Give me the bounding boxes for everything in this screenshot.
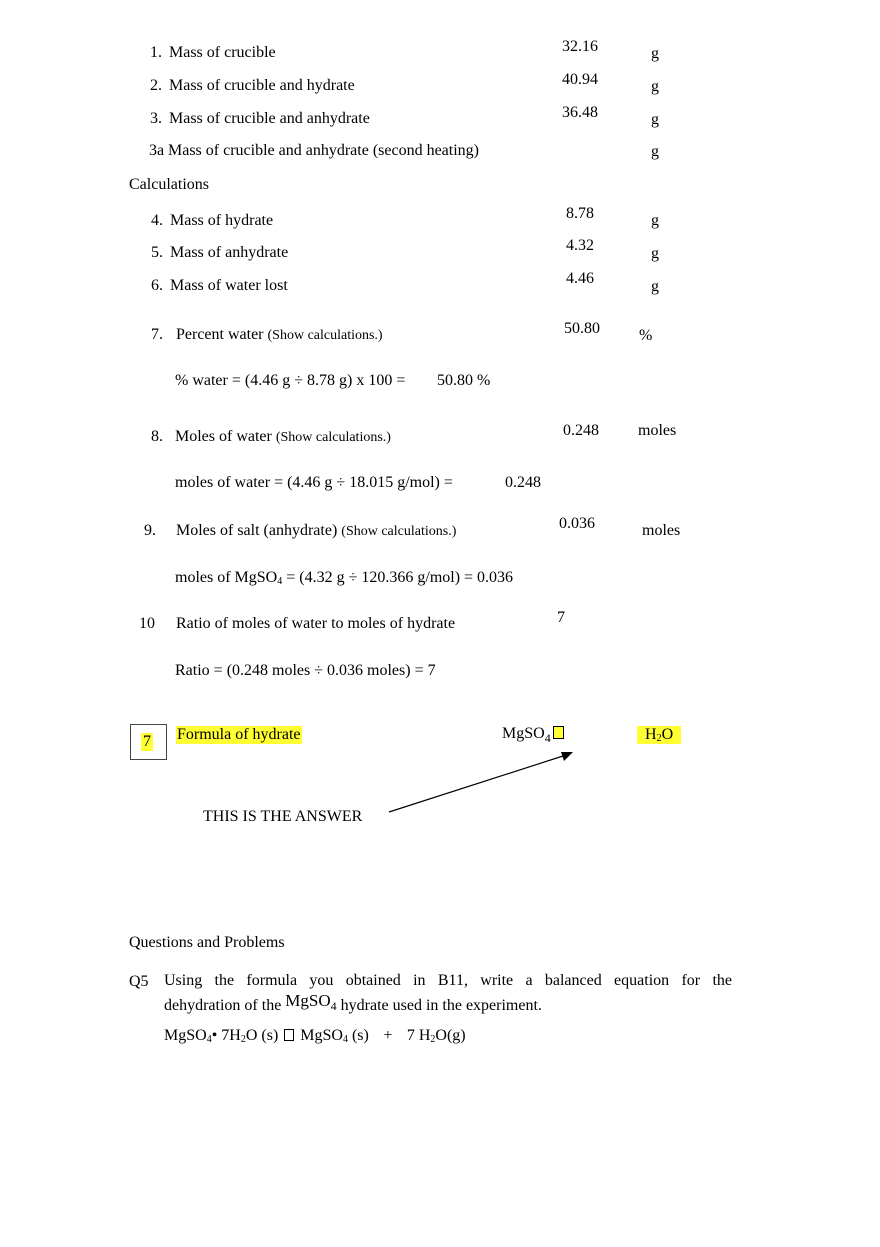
- row-unit: moles: [642, 522, 681, 539]
- row-label: Mass of crucible and anhydrate: [169, 110, 370, 127]
- ratio-label: Ratio of moles of water to moles of hydrate: [176, 615, 456, 632]
- row-unit: g: [651, 278, 659, 295]
- question-line-1: Using the formula you obtained in B11, write a balanced equation for the: [164, 972, 732, 989]
- row-value: 36.48: [562, 104, 598, 121]
- ratio-work: Ratio = (0.248 moles ÷ 0.036 moles) = 7: [175, 662, 436, 679]
- row-value: 50.80: [564, 320, 600, 337]
- row-number: 6.: [151, 277, 163, 294]
- answer-box-value: 7: [143, 733, 151, 750]
- formula-water: $H_2O$: [637, 726, 681, 744]
- row-unit: %: [639, 327, 653, 344]
- moles-water-work: moles of water = (4.46 g ÷ 18.015 g/mol) =: [175, 474, 453, 491]
- row-number: 7.: [151, 326, 163, 343]
- percent-water-result: 50.80 %: [437, 372, 491, 389]
- row-label: Mass of crucible and anhydrate (second heating): [168, 142, 479, 159]
- row-unit: g: [651, 78, 659, 95]
- row-label: Mass of water lost: [170, 277, 288, 294]
- row-value: 0.036: [559, 515, 595, 532]
- balanced-equation: MgSO$_4$• $7H_2O$ (s) MgSO$_4$ (s) + 7 $H_2O(g)$: [164, 1027, 466, 1045]
- row-value: 40.94: [562, 71, 598, 88]
- row-value: 4.32: [566, 237, 594, 254]
- row-number: 8.: [151, 428, 163, 445]
- row-value: 32.16: [562, 38, 598, 55]
- row-unit: g: [651, 45, 659, 62]
- row-number: 3a: [149, 142, 165, 159]
- question-number: Q5: [129, 973, 149, 990]
- row-unit: g: [651, 212, 659, 229]
- row-value: 7: [557, 609, 565, 626]
- calculations-heading: Calculations: [129, 176, 209, 193]
- question-line-2: dehydration of the MgSO4 hydrate used in the experiment.: [164, 991, 542, 1014]
- answer-box: [130, 724, 167, 760]
- row-unit: moles: [638, 422, 677, 439]
- row-number: 9.: [144, 522, 156, 539]
- row-value: 4.46: [566, 270, 594, 287]
- row-unit: g: [651, 143, 659, 160]
- percent-water-label: Percent water (Show calculations.): [176, 326, 383, 343]
- moles-water-result: 0.248: [505, 474, 541, 491]
- row-label: Mass of crucible and hydrate: [169, 77, 355, 94]
- missing-coefficient-box: [553, 726, 564, 739]
- moles-salt-work: moles of MgSO$_4$ = (4.32 g ÷ 120.366 g/mol) = 0.036: [175, 569, 514, 587]
- row-label: Mass of crucible: [169, 44, 276, 61]
- answer-note: THIS IS THE ANSWER: [203, 808, 363, 825]
- row-value: 8.78: [566, 205, 594, 222]
- row-label: Mass of anhydrate: [170, 244, 289, 261]
- moles-salt-label: Moles of salt (anhydrate) (Show calculations.): [176, 522, 457, 539]
- row-value: 0.248: [563, 422, 599, 439]
- moles-water-label: Moles of water (Show calculations.): [175, 428, 391, 445]
- arrow-placeholder-box: [284, 1029, 294, 1041]
- row-number: 1.: [150, 44, 162, 61]
- row-number: 5.: [151, 244, 163, 261]
- row-number: 2.: [150, 77, 162, 94]
- percent-water-work: % water = (4.46 g ÷ 8.78 g) x 100 =: [175, 372, 406, 389]
- row-unit: g: [651, 111, 659, 128]
- formula-label: Formula of hydrate: [177, 726, 301, 743]
- row-unit: g: [651, 245, 659, 262]
- formula-salt: MgSO$_4$: [502, 726, 564, 742]
- row-number: 4.: [151, 212, 163, 229]
- row-label: Mass of hydrate: [170, 212, 274, 229]
- questions-heading: Questions and Problems: [129, 934, 285, 951]
- row-number: 10: [139, 615, 155, 632]
- row-number: 3.: [150, 110, 162, 127]
